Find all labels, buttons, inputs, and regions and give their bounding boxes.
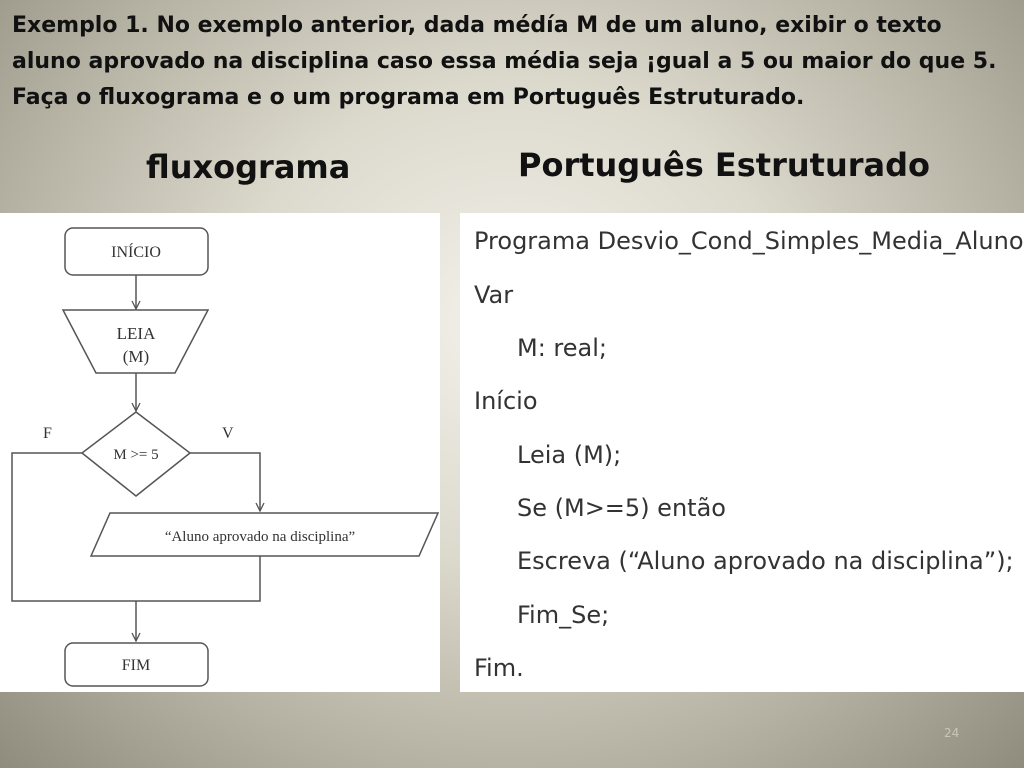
exercise-statement: Exemplo 1. No exemplo anterior, dada médía M de um aluno, exibir o texto aluno aprovado na disciplina caso essa média seja ¡gual a 5 ou maior do que 5. Faça o fluxograma e o um programa em Português Estruturado. bbox=[12, 13, 997, 110]
code-line-var: Var bbox=[474, 281, 514, 309]
code-line-declaration: M: real; bbox=[517, 334, 607, 362]
slide-number: 24 bbox=[944, 726, 960, 740]
code-line-program: Programa Desvio_Cond_Simples_Media_Aluno bbox=[474, 227, 1024, 255]
code-line-end: Fim. bbox=[474, 654, 524, 682]
end-label: FIM bbox=[121, 657, 151, 674]
start-label: INÍCIO bbox=[111, 244, 161, 261]
false-branch-label: F bbox=[43, 425, 52, 442]
output-label: “Aluno aprovado na disciplina” bbox=[164, 529, 356, 545]
decision-label: M >= 5 bbox=[113, 447, 159, 463]
code-panel bbox=[460, 213, 1024, 692]
flowchart-diagram bbox=[0, 213, 440, 692]
connector-output-merge bbox=[136, 556, 260, 601]
code-line-end-if: Fim_Se; bbox=[517, 601, 610, 629]
code-line-if: Se (M>=5) então bbox=[517, 494, 726, 522]
code-line-read: Leia (M); bbox=[517, 441, 622, 469]
code-line-begin: Início bbox=[474, 387, 538, 415]
connector-false-branch bbox=[12, 453, 136, 601]
read-label-line2: (M) bbox=[122, 347, 150, 366]
flowchart-panel bbox=[0, 213, 440, 692]
flowchart-heading: fluxograma bbox=[146, 148, 351, 186]
true-branch-label: V bbox=[222, 425, 234, 442]
structured-portuguese-heading: Português Estruturado bbox=[518, 146, 930, 184]
connector-true-branch bbox=[190, 453, 260, 511]
code-line-write: Escreva (“Aluno aprovado na disciplina”); bbox=[517, 547, 1014, 575]
read-label-line1: LEIA bbox=[116, 324, 156, 343]
